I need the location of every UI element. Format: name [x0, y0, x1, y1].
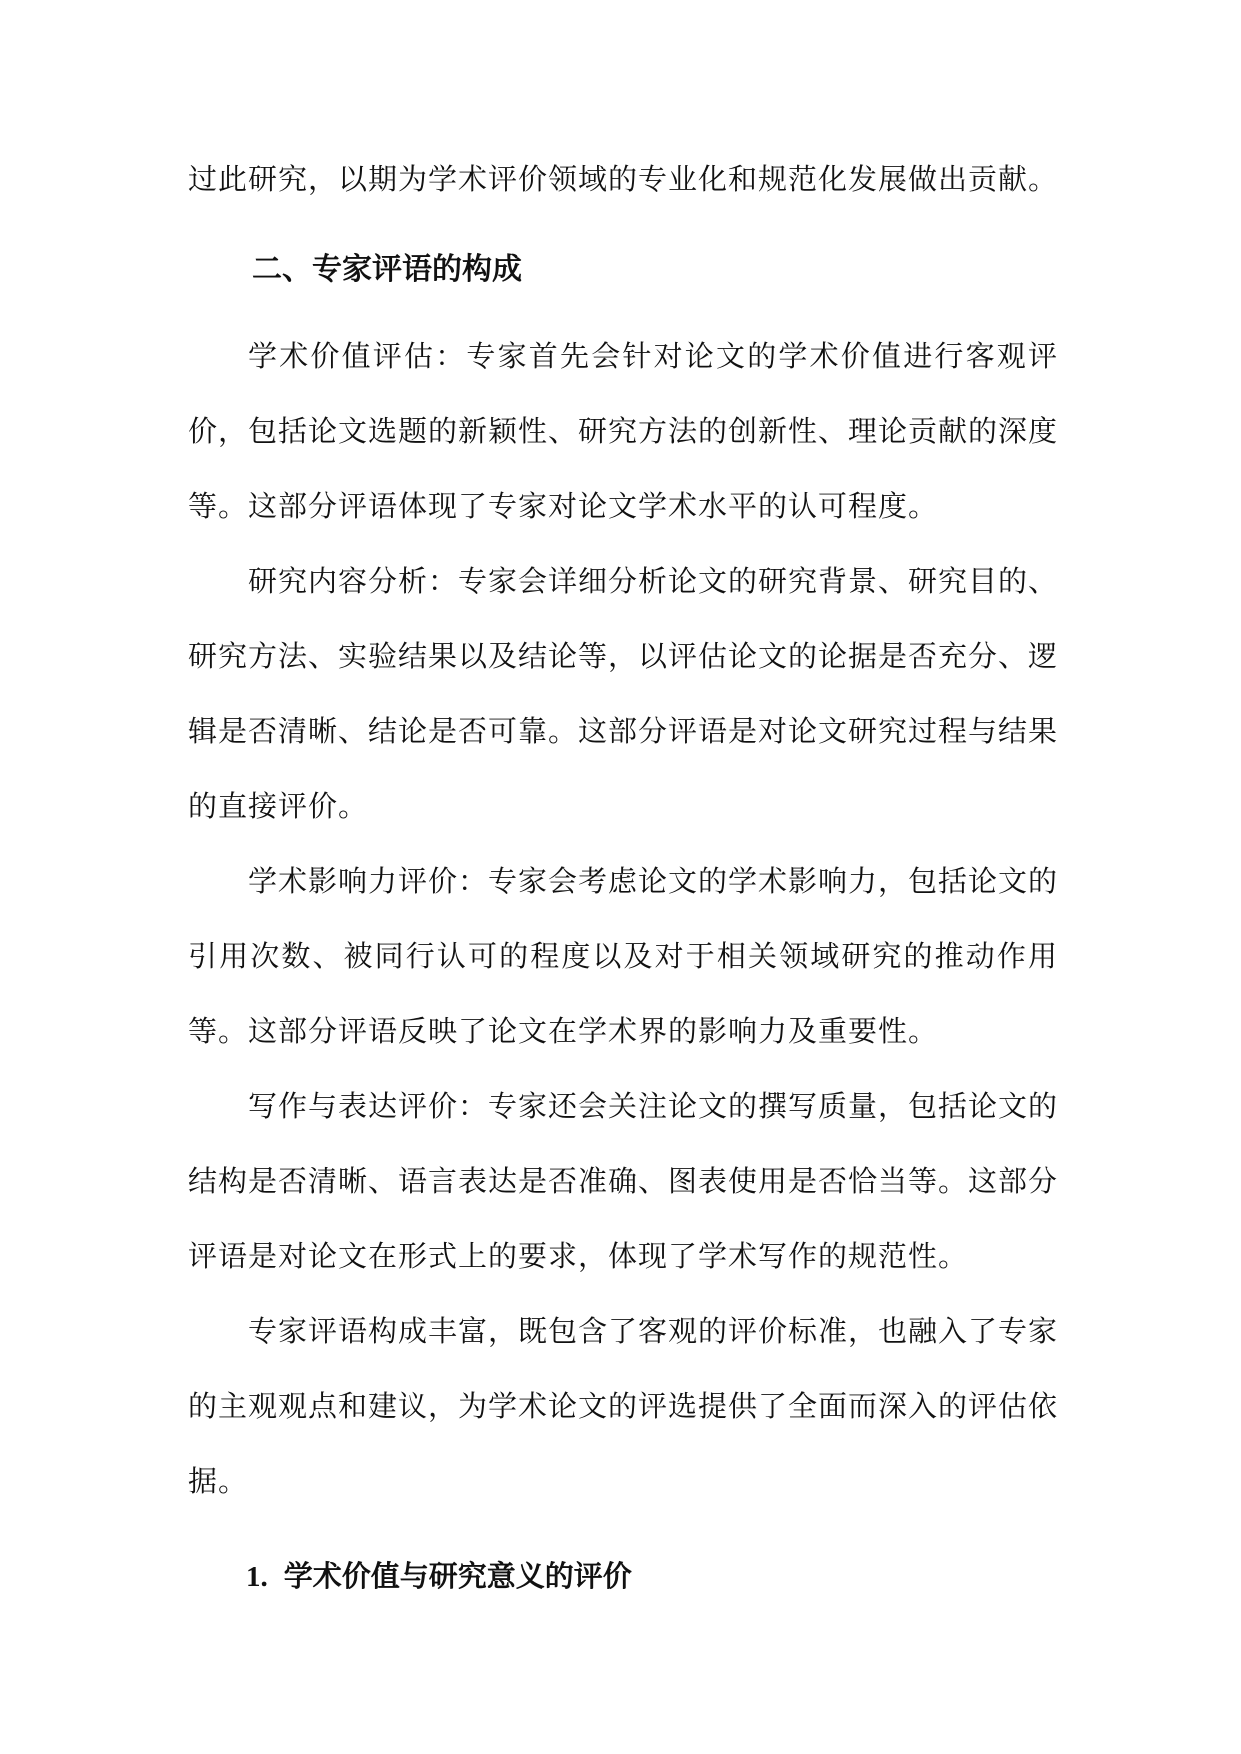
subsection-number: 1.: [246, 1561, 268, 1593]
paragraph-writing-expression: 写作与表达评价：专家还会关注论文的撰写质量，包括论文的结构是否清晰、语言表达是否准确、图表使用是否恰当等。这部分评语是对论文在形式上的要求，体现了学术写作的规范性。: [188, 1089, 1059, 1273]
paragraph-research-content: 研究内容分析：专家会详细分析论文的研究背景、研究目的、研究方法、实验结果以及结论等，以评估论文的论据是否充分、逻辑是否清晰、结论是否可靠。这部分评语是对论文研究过程与结果的直接评价。: [188, 564, 1059, 823]
subsection-heading: [188, 1556, 1058, 1597]
subsection-title: 学术价值与研究意义的评价: [283, 1559, 632, 1593]
paragraph-academic-value: 学术价值评估：专家首先会针对论文的学术价值进行客观评价，包括论文选题的新颖性、研究方法的创新性、理论贡献的深度等。这部分评语体现了专家对论文学术水平的认可程度。: [188, 339, 1059, 523]
section-heading: 二、专家评语的构成: [252, 252, 522, 287]
paragraph-summary: 专家评语构成丰富，既包含了客观的评价标准，也融入了专家的主观观点和建议，为学术论文的评选提供了全面而深入的评估依据。: [188, 1314, 1059, 1498]
intro-paragraph-tail: 过此研究，以期为学术评价领域的专业化和规范化发展做出贡献。: [188, 162, 1059, 196]
paragraph-academic-impact: 学术影响力评价：专家会考虑论文的学术影响力，包括论文的引用次数、被同行认可的程度以及对于相关领域研究的推动作用等。这部分评语反映了论文在学术界的影响力及重要性。: [188, 864, 1059, 1048]
page-content: [188, 142, 1058, 1597]
